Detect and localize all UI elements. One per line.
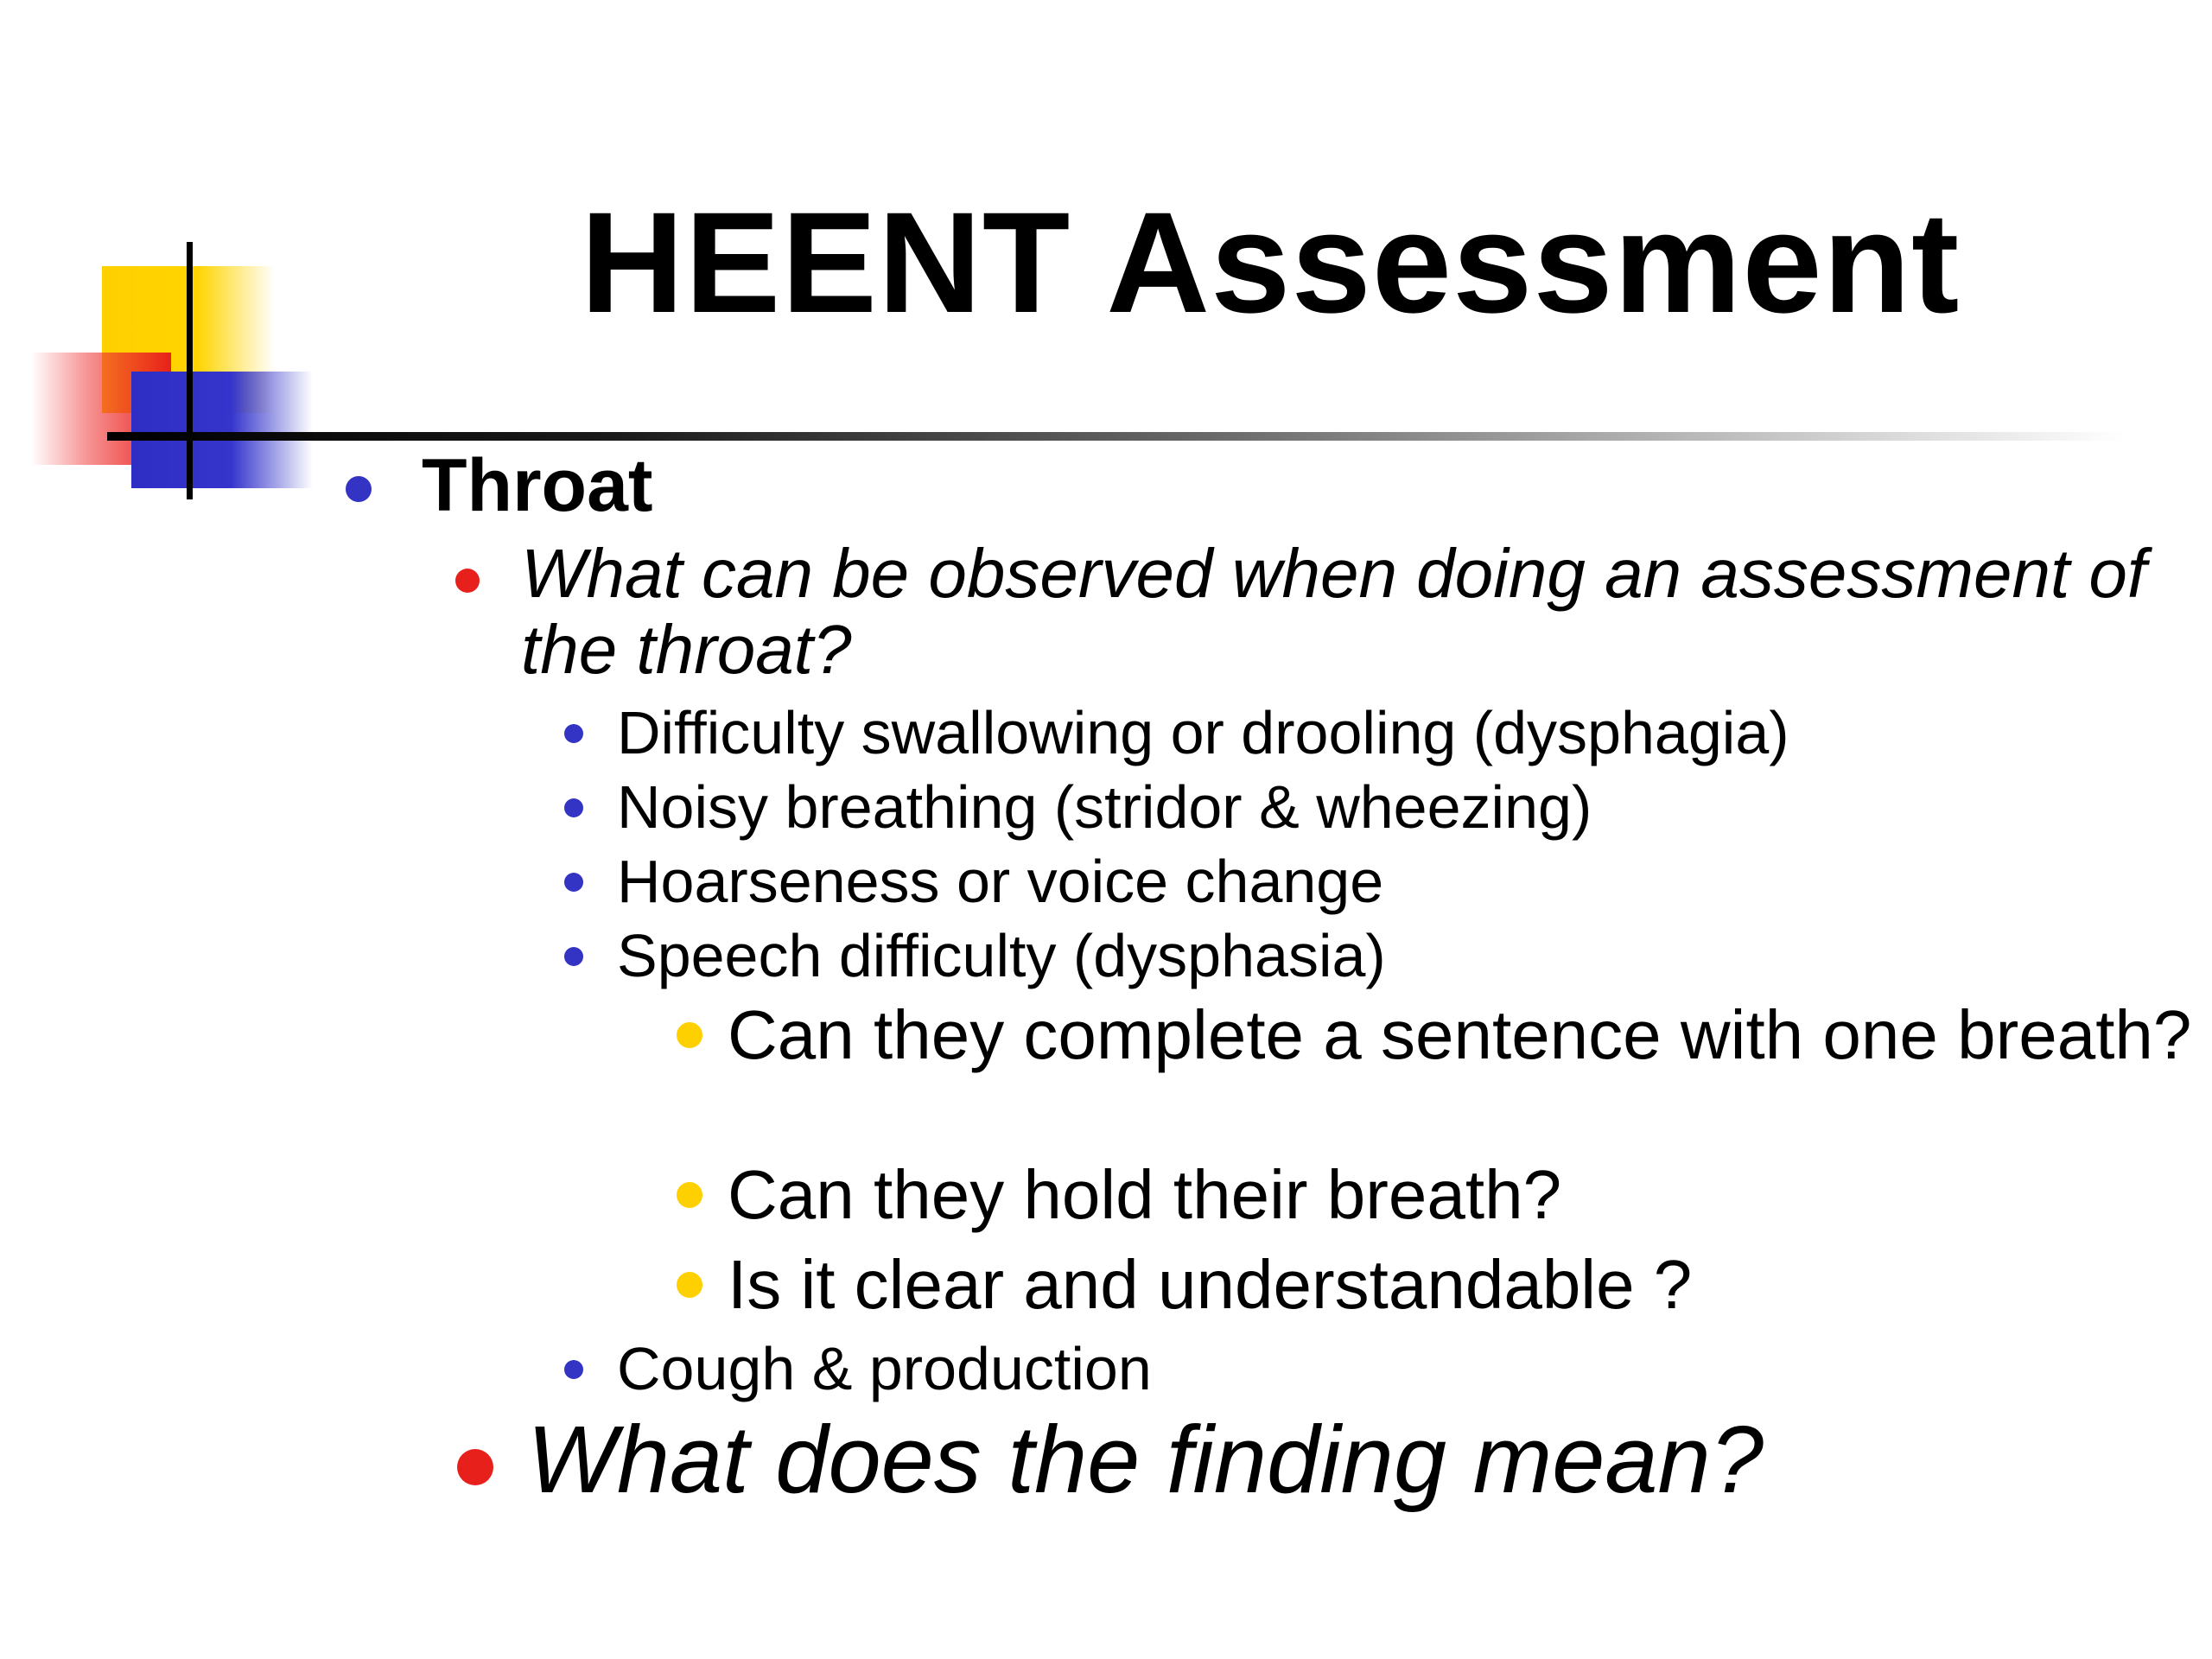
bullet-dot: [564, 947, 583, 966]
list-item-speech-check: Can they complete a sentence with one breath?: [728, 996, 2192, 1073]
question-observed: What can be observed when doing an assessment of the throat?: [521, 535, 2147, 688]
bullet-dot: [564, 1360, 583, 1379]
bullet-dot: [677, 1182, 702, 1208]
bullet-dot: [677, 1272, 702, 1298]
bullet-dot: [564, 724, 583, 743]
question-finding: What does the finding mean?: [527, 1407, 1764, 1513]
bullet-dot: [455, 569, 480, 593]
title-divider-line: [107, 432, 2126, 441]
bullet-dot: [564, 873, 583, 892]
list-item-speech-check: Can they hold their breath?: [728, 1156, 1562, 1233]
bullet-dot: [346, 476, 372, 502]
bullet-dot: [457, 1449, 493, 1485]
logo-vertical-line: [187, 242, 193, 499]
slide-title: HEENT Assessment: [580, 183, 1961, 343]
list-item-observation: Difficulty swallowing or drooling (dysphagia): [617, 699, 1789, 766]
section-heading: Throat: [422, 444, 653, 527]
list-item-observation: Hoarseness or voice change: [617, 848, 1384, 915]
list-item-observation: Noisy breathing (stridor & wheezing): [617, 773, 1592, 841]
bullet-dot: [564, 798, 583, 817]
logo-blue-square: [131, 372, 313, 488]
list-item-observation: Cough & production: [617, 1335, 1152, 1402]
bullet-dot: [677, 1022, 702, 1048]
list-item-speech-check: Is it clear and understandable ?: [728, 1246, 1693, 1323]
list-item-observation: Speech difficulty (dysphasia): [617, 922, 1386, 989]
